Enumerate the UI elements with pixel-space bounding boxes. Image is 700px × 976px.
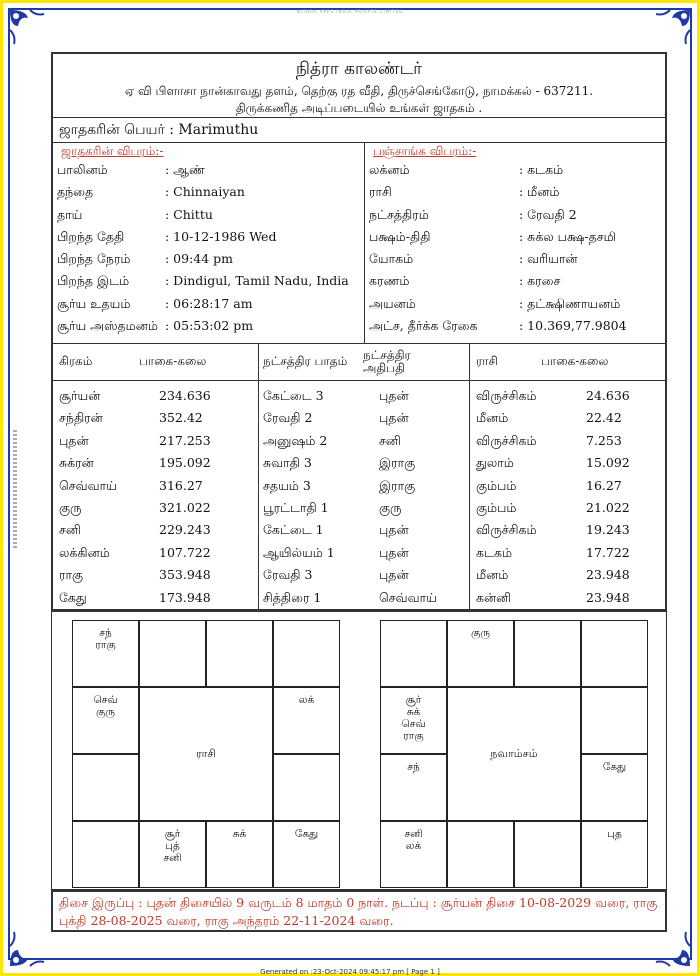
- horoscope-sheet: [51, 52, 667, 612]
- person-row: [57, 270, 364, 292]
- person-details-heading: ஜாதகரின் விபரம்:-: [61, 144, 164, 158]
- planet-rasi: மீனம்: [476, 410, 509, 426]
- planet-row: [53, 587, 258, 609]
- chart-house: [447, 821, 514, 888]
- planet-star-pada: சுவாதி 3: [263, 455, 312, 471]
- panchang-label: ராசி: [369, 184, 392, 200]
- planet-rasi-degree: 16.27: [586, 477, 622, 493]
- panchang-row: [369, 159, 665, 181]
- header-rasi: ராசி: [476, 354, 498, 368]
- corner-ornament-icon: [652, 928, 694, 970]
- planet-col-graham: [53, 344, 259, 609]
- panchang-label: நட்சத்திரம்: [369, 206, 429, 222]
- person-label: பிறந்த நேரம்: [57, 251, 131, 267]
- planet-row: [470, 519, 665, 541]
- dasa-footer: [51, 890, 667, 932]
- planet-header: [470, 344, 665, 381]
- chart-house: சந்: [380, 754, 447, 821]
- person-label: சூர்ய உதயம்: [57, 295, 131, 311]
- planet-star-lord: புதன்: [379, 522, 409, 538]
- header-micro-text: NITHRA APPS INDIA PRIVATE LIMITED: [296, 9, 404, 14]
- panchang-row: [369, 181, 665, 203]
- panchang-row: [369, 248, 665, 270]
- person-value: : ஆண்: [165, 162, 205, 177]
- planet-degree: 321.022: [159, 499, 211, 515]
- panchang-value: : கரசை: [519, 273, 561, 289]
- planet-star-pada: ரேவதி 3: [263, 567, 313, 583]
- planet-name: ராகு: [59, 567, 84, 583]
- person-value: : Chittu: [165, 206, 213, 222]
- side-micro-text: [13, 430, 17, 550]
- chart-center-label: நவாம்சம்: [447, 687, 581, 821]
- chart-house: செவ் குரு: [72, 687, 139, 754]
- planet-degree: 229.243: [159, 522, 211, 538]
- planet-row: [259, 564, 469, 586]
- chart-house: [514, 620, 581, 687]
- planet-star-lord: குரு: [379, 499, 402, 515]
- planet-row: [53, 519, 258, 541]
- planet-table: [53, 344, 665, 610]
- panchang-row: [369, 293, 665, 315]
- planet-header: [259, 344, 469, 381]
- rasi-chart: [72, 620, 340, 888]
- footer-line-2: புக்தி 28-08-2025 வரை, ராகு அந்தரம் 22-11-2024 வரை.: [59, 913, 394, 928]
- planet-degree: 195.092: [159, 455, 211, 471]
- planet-rasi-degree: 23.948: [586, 567, 630, 583]
- planet-name: புதன்: [59, 432, 89, 448]
- header-bhagai: பாகை-கலை: [139, 354, 207, 368]
- name-value: Marimuthu: [178, 122, 259, 138]
- planet-rasi: கும்பம்: [476, 477, 517, 493]
- planet-row: [470, 564, 665, 586]
- planet-star-pada: சதயம் 3: [263, 477, 311, 493]
- planet-name: கேது: [59, 589, 87, 605]
- planet-degree: 217.253: [159, 432, 211, 448]
- planet-rasi-degree: 7.253: [586, 432, 622, 448]
- planet-star-pada: அனுஷம் 2: [263, 432, 328, 448]
- panchang-label: யோகம்: [369, 251, 414, 267]
- name-row: [53, 118, 665, 143]
- title-box: [53, 54, 665, 118]
- planet-star-pada: பூரட்டாதி 1: [263, 499, 329, 515]
- planet-degree: 107.722: [159, 544, 211, 560]
- planet-rasi-degree: 19.243: [586, 522, 630, 538]
- panchang-value: : மீனம்: [519, 184, 560, 200]
- planet-name: சுக்ரன்: [59, 455, 94, 471]
- person-label: தந்தை: [57, 184, 94, 200]
- planet-degree: 353.948: [159, 567, 211, 583]
- planet-row: [470, 385, 665, 407]
- panchang-value: : கடகம்: [519, 162, 564, 177]
- person-value: : Dindigul, Tamil Nadu, India: [165, 273, 349, 289]
- planet-rasi: கன்னி: [476, 589, 512, 605]
- planet-rasi: விருச்சிகம்: [476, 522, 537, 538]
- planet-star-lord: புதன்: [379, 410, 409, 426]
- chart-house: [581, 687, 648, 754]
- planet-star-lord: புதன்: [379, 544, 409, 560]
- header-natchathira-patham: நட்சத்திர பாதம்: [263, 354, 348, 368]
- planet-row: [470, 407, 665, 429]
- person-row: [57, 159, 364, 181]
- panchang-value: : தட்க்ஷிணாயனம்: [519, 295, 621, 311]
- panchang-label: கரணம்: [369, 273, 410, 289]
- generated-footer: Generated on :23-Oct-2024 09:45:17 pm [ Page 1 ]: [260, 968, 440, 976]
- corner-ornament-icon: [6, 928, 48, 970]
- planet-rasi-degree: 24.636: [586, 388, 630, 403]
- panchang-value: : ரேவதி 2: [519, 206, 577, 222]
- planet-row: [259, 452, 469, 474]
- person-label: பிறந்த இடம்: [57, 273, 130, 289]
- planet-row: [259, 519, 469, 541]
- planet-star-lord: இராகு: [379, 455, 416, 471]
- panchang-row: [369, 315, 665, 337]
- planet-row: [470, 587, 665, 609]
- planet-star-pada: ஆயில்யம் 1: [263, 544, 335, 560]
- panchang-details: [365, 143, 665, 343]
- chart-house: புத: [581, 821, 648, 888]
- panchang-value: : சுக்ல பக்ஷ-தசமி: [519, 228, 616, 244]
- planet-name: குரு: [59, 499, 82, 515]
- planet-row: [53, 430, 258, 452]
- person-value: : 05:53:02 pm: [165, 318, 254, 334]
- panchang-row: [369, 204, 665, 226]
- planet-row: [259, 497, 469, 519]
- planet-star-pada: கேட்டை 1: [263, 522, 324, 538]
- person-label: சூர்ய அஸ்தமனம்: [57, 318, 158, 334]
- planet-star-pada: சித்திரை 1: [263, 589, 322, 605]
- planet-name: சனி: [59, 522, 81, 538]
- person-details: [53, 143, 365, 343]
- chart-center-label: ராசி: [139, 687, 273, 821]
- planet-row: [470, 452, 665, 474]
- planet-star-pada: ரேவதி 2: [263, 410, 313, 426]
- chart-house: சனி லக்: [380, 821, 447, 888]
- chart-house: [273, 754, 340, 821]
- planet-col-natchathiram: [259, 344, 470, 609]
- planet-row: [53, 407, 258, 429]
- panchang-row: [369, 226, 665, 248]
- planet-row: [259, 475, 469, 497]
- chart-house: [72, 754, 139, 821]
- planet-row: [53, 497, 258, 519]
- planet-row: [259, 407, 469, 429]
- person-label: தாய்: [57, 206, 83, 222]
- person-row: [57, 226, 364, 248]
- planet-star-lord: புதன்: [379, 567, 409, 583]
- panchang-label: லக்னம்: [369, 162, 410, 177]
- person-value: : Chinnaiyan: [165, 184, 245, 200]
- planet-star-lord: இராகு: [379, 477, 416, 493]
- planet-rasi-degree: 23.948: [586, 589, 630, 605]
- planet-name: சந்திரன்: [59, 410, 103, 426]
- planet-degree: 173.948: [159, 589, 211, 605]
- planet-degree: 234.636: [159, 388, 211, 403]
- planet-row: [470, 542, 665, 564]
- chart-house: [514, 821, 581, 888]
- planet-rasi-degree: 21.022: [586, 499, 630, 515]
- planet-star-lord: சனி: [379, 432, 401, 448]
- chart-house: [206, 620, 273, 687]
- planet-row: [470, 475, 665, 497]
- planet-star-lord: புதன்: [379, 388, 409, 403]
- planet-rasi-degree: 22.42: [586, 410, 622, 426]
- planet-star-lord: செவ்வாய்: [379, 589, 437, 605]
- page-title: நித்ரா காலண்டர்: [295, 59, 423, 79]
- panchang-row: [369, 270, 665, 292]
- chart-house: கேது: [273, 821, 340, 888]
- chart-house: குரு: [447, 620, 514, 687]
- planet-rasi: விருச்சிகம்: [476, 388, 537, 403]
- planet-row: [53, 542, 258, 564]
- person-value: : 10-12-1986 Wed: [165, 228, 277, 244]
- address: ஏ வி பிளாசா நான்காவது தளம், தெற்கு ரத வீதி, திருச்செங்கோடு, நாமக்கல் - 637211.: [124, 84, 594, 98]
- chart-house: சூர் புத் சனி: [139, 821, 206, 888]
- chart-house: சுக்: [206, 821, 273, 888]
- person-label: பாலினம்: [57, 162, 108, 177]
- person-row: [57, 293, 364, 315]
- chart-house: லக்: [273, 687, 340, 754]
- planet-row: [259, 587, 469, 609]
- header-graham: கிரகம்: [59, 354, 93, 368]
- planet-row: [259, 542, 469, 564]
- planet-degree: 316.27: [159, 477, 203, 493]
- navamsam-chart: [380, 620, 648, 888]
- info-section: [53, 143, 665, 344]
- planet-col-rasi: [470, 344, 665, 609]
- panchang-label: அயனம்: [369, 295, 416, 311]
- person-label: பிறந்த தேதி: [57, 228, 125, 244]
- planet-row: [470, 497, 665, 519]
- planet-rasi: துலாம்: [476, 455, 514, 471]
- planet-row: [53, 385, 258, 407]
- chart-house: [139, 620, 206, 687]
- planet-row: [259, 385, 469, 407]
- planet-header: [53, 344, 258, 381]
- chart-house: [273, 620, 340, 687]
- planet-rasi: மீனம்: [476, 567, 509, 583]
- chart-house: சந் ராகு: [72, 620, 139, 687]
- planet-name: செவ்வாய்: [59, 477, 117, 493]
- panchang-value: : வரியான்: [519, 251, 578, 267]
- planet-row: [53, 475, 258, 497]
- header-bhagai-2: பாகை-கலை: [541, 354, 609, 368]
- person-value: : 06:28:17 am: [165, 295, 253, 311]
- charts-area: [51, 612, 667, 890]
- planet-rasi-degree: 17.722: [586, 544, 630, 560]
- planet-rasi: கடகம்: [476, 544, 512, 560]
- person-row: [57, 315, 364, 337]
- header-natchathira-athipathi: நட்சத்திர அதிபதி: [363, 348, 411, 375]
- panchang-label: அட்ச, தீர்க்க ரேகை: [369, 318, 478, 334]
- chart-house: [581, 620, 648, 687]
- subtitle: திருக்கணித அடிப்படையில் உங்கள் ஜாதகம் .: [235, 101, 483, 115]
- chart-house: சூர் சுக் செவ் ராகு: [380, 687, 447, 754]
- planet-row: [470, 430, 665, 452]
- name-label: ஜாதகரின் பெயர் :: [59, 122, 174, 138]
- planet-rasi-degree: 15.092: [586, 455, 630, 471]
- planet-row: [259, 430, 469, 452]
- person-row: [57, 181, 364, 203]
- chart-house: [380, 620, 447, 687]
- chart-house: கேது: [581, 754, 648, 821]
- planet-degree: 352.42: [159, 410, 203, 426]
- planet-rasi: கும்பம்: [476, 499, 517, 515]
- panchang-details-heading: பஞ்சாங்க விபரம்:-: [373, 144, 477, 158]
- planet-name: சூர்யன்: [59, 388, 101, 403]
- panchang-value: : 10.369,77.9804: [519, 318, 627, 334]
- person-row: [57, 248, 364, 270]
- panchang-label: பக்ஷம்-திதி: [369, 228, 431, 244]
- planet-row: [53, 564, 258, 586]
- planet-name: லக்கினம்: [59, 544, 110, 560]
- chart-house: [72, 821, 139, 888]
- planet-rasi: விருச்சிகம்: [476, 432, 537, 448]
- footer-line-1: திசை இருப்பு : புதன் திசையில் 9 வருடம் 8 மாதம் 0 நாள். நடப்பு : சூர்யன் திசை 10-08-2029 வரை, ராகு: [59, 895, 658, 910]
- planet-star-pada: கேட்டை 3: [263, 388, 324, 403]
- planet-row: [53, 452, 258, 474]
- person-row: [57, 204, 364, 226]
- person-value: : 09:44 pm: [165, 251, 234, 267]
